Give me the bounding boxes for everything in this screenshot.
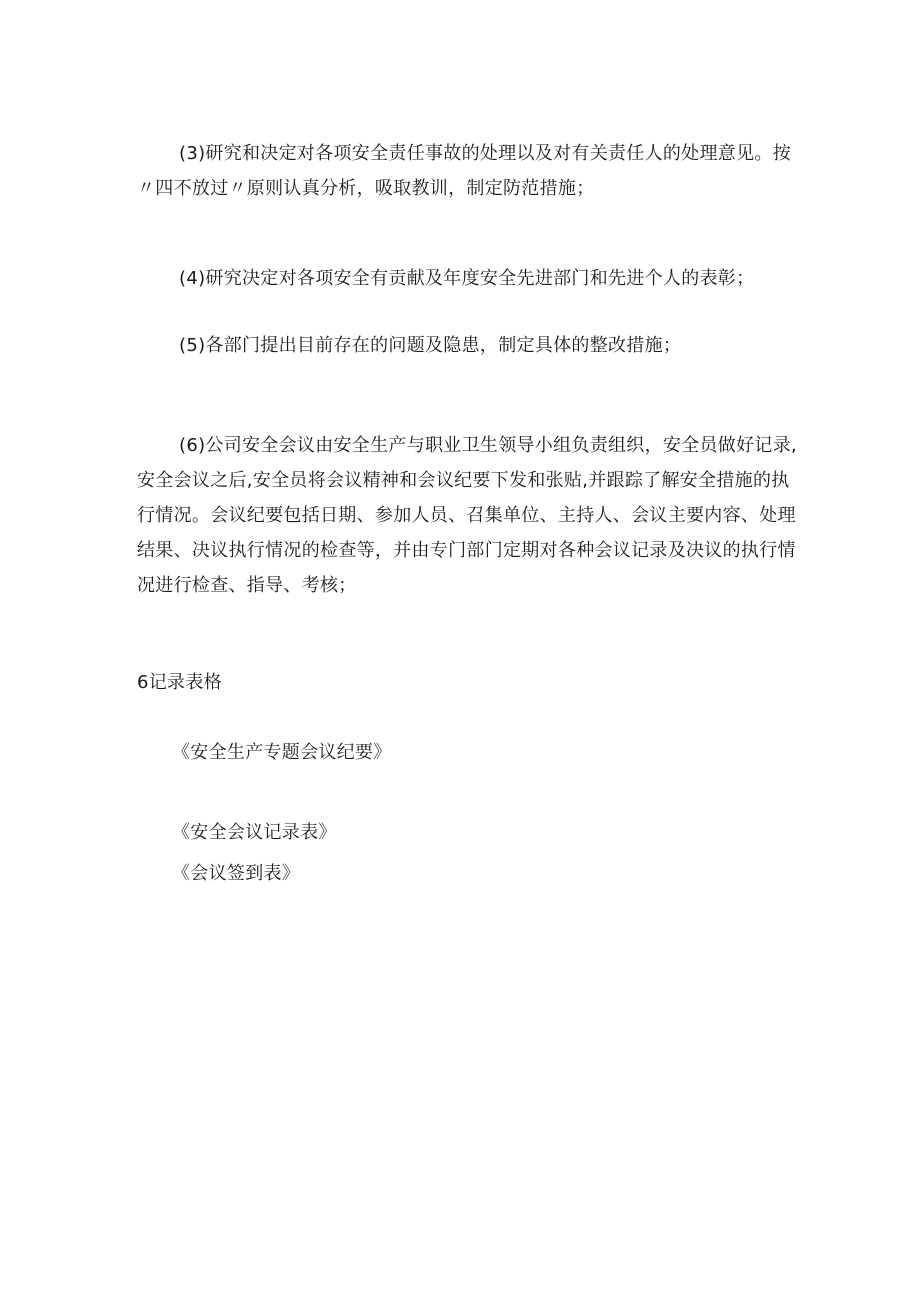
paragraph-item-3: (3)研究和决定对各项安全责任事故的处理以及对有关责任人的处理意见。按〃四不放过〃原则认真分析，吸取教训，制定防范措施； [137, 143, 791, 199]
paragraph-item-4: (4)研究决定对各项安全有贡献及年度安全先进部门和先进个人的表彰； [179, 268, 755, 289]
form-list-item: 《会议签到表》 [172, 863, 301, 884]
paragraph-item-6: (6)公司安全会议由安全生产与职业卫生领导小组负责组织，安全员做好记录,安全会议之后,安全员将会议精神和会议纪要下发和张贴,并跟踪了解安全措施的执行情况。会议纪要包括日期、参加人员、召集单位、主持人、会议主要内容、处理结果、决议执行情况的检查等，并由专门部门定期对各种会议记录及决议的执行情况进行检查、指导、考核； [137, 435, 798, 596]
form-list-item: 《安全会议记录表》 [172, 822, 337, 843]
form-list-item: 《安全生产专题会议纪要》 [172, 742, 392, 763]
section-heading: 6记录表格 [137, 672, 222, 693]
paragraph-item-5: (5)各部门提出目前存在的问题及隐患，制定具体的整改措施； [179, 335, 682, 356]
